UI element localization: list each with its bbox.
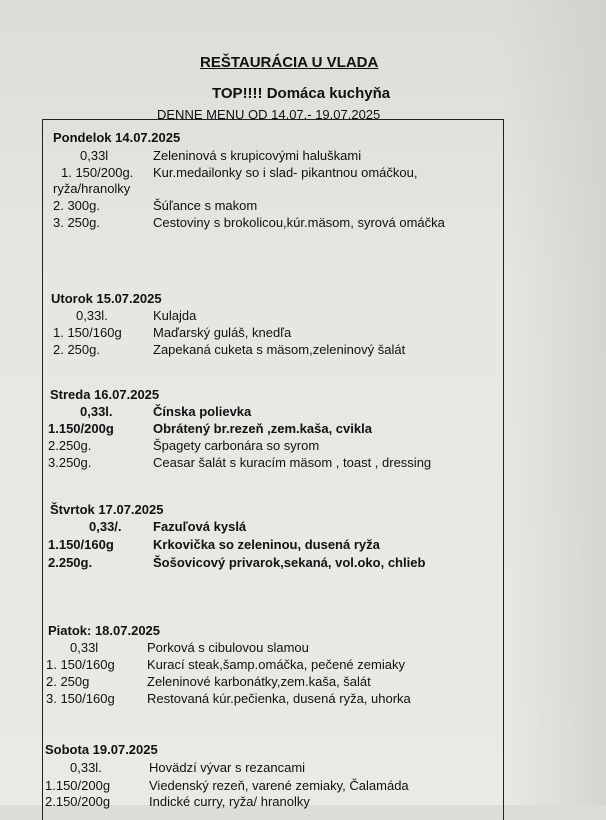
- item-dish: Viedenský rezeň, varené zemiaky, Čalamáda: [149, 778, 409, 793]
- item-dish: Zeleninové karbonátky,zem.kaša, šalát: [147, 674, 371, 689]
- item-dish: Fazuľová kyslá: [153, 519, 247, 534]
- item-quantity: 3.250g.: [48, 455, 92, 470]
- menu-date-range: DENNE MENU OD 14.07.- 19.07.2025: [157, 107, 381, 122]
- item-quantity: 1. 150/160g: [46, 657, 115, 672]
- day-heading: Streda 16.07.2025: [50, 387, 160, 402]
- item-quantity: 0,33l: [70, 640, 99, 655]
- item-dish: Kur.medailonky so i slad- pikantnou omáčkou,: [153, 165, 418, 180]
- item-quantity: 3. 150/160g: [46, 691, 115, 706]
- item-quantity: 1. 150/160g: [53, 325, 122, 340]
- item-quantity: 0,33l.: [76, 308, 108, 323]
- item-quantity: ryža/hranolky: [53, 181, 131, 196]
- item-dish: Šošovicový privarok,sekaná, vol.oko, chlieb: [153, 555, 426, 570]
- item-quantity: 1.150/160g: [48, 537, 114, 552]
- item-quantity: 1.150/200g: [48, 421, 114, 436]
- day-heading: Sobota 19.07.2025: [45, 742, 158, 757]
- item-dish: Ceasar šalát s kuracím mäsom , toast , dressing: [153, 455, 432, 470]
- item-dish: Porková s cibulovou slamou: [147, 640, 309, 655]
- day-heading: Štvrtok 17.07.2025: [50, 502, 164, 517]
- item-quantity: 0,33l.: [80, 404, 113, 419]
- item-dish: Maďarský guláš, knedľa: [153, 325, 292, 340]
- item-dish: Čínska polievka: [153, 404, 252, 419]
- item-quantity: 3. 250g.: [53, 215, 100, 230]
- item-quantity: 0,33l.: [70, 760, 102, 775]
- menu-box: [42, 119, 504, 820]
- item-quantity: 2.150/200g: [45, 794, 111, 809]
- item-dish: Šúľance s makom: [153, 198, 258, 213]
- day-heading: Pondelok 14.07.2025: [53, 130, 181, 145]
- item-dish: Restovaná kúr.pečienka, dusená ryža, uhorka: [147, 691, 411, 706]
- kitchen-subtitle: TOP!!!! Domáca kuchyňa: [212, 85, 391, 102]
- item-dish: Kurací steak,šamp.omáčka, pečené zemiaky: [147, 657, 405, 672]
- item-quantity: 1. 150/200g.: [61, 165, 134, 180]
- item-quantity: 2.250g.: [48, 555, 93, 570]
- item-quantity: 2. 300g.: [53, 198, 100, 213]
- item-dish: Krkovička so zeleninou, dusená ryža: [153, 537, 380, 552]
- item-quantity: 1.150/200g: [45, 778, 111, 793]
- restaurant-title: REŠTAURÁCIA U VLADA: [200, 54, 379, 71]
- bleed-through-shadow: [500, 0, 606, 805]
- item-quantity: 2. 250g.: [53, 342, 100, 357]
- item-quantity: 0,33/.: [89, 519, 122, 534]
- item-dish: Zapekaná cuketa s mäsom,zeleninový šalát: [153, 342, 406, 357]
- item-dish: Obrátený br.rezeň ,zem.kaša, cvikla: [153, 421, 372, 436]
- item-quantity: 2. 250g: [46, 674, 90, 689]
- item-dish: Cestoviny s brokolicou,kúr.mäsom, syrová omáčka: [153, 215, 445, 230]
- item-dish: Špagety carbonára so syrom: [153, 438, 320, 453]
- item-dish: Zeleninová s krupicovými haluškami: [153, 148, 362, 163]
- item-quantity: 0,33l: [80, 148, 109, 163]
- item-quantity: 2.250g.: [48, 438, 92, 453]
- day-heading: Piatok: 18.07.2025: [48, 623, 161, 638]
- item-dish: Kulajda: [153, 308, 197, 323]
- item-dish: Hovädzí vývar s rezancami: [149, 760, 306, 775]
- item-dish: Indické curry, ryža/ hranolky: [149, 794, 310, 809]
- day-heading: Utorok 15.07.2025: [51, 291, 162, 306]
